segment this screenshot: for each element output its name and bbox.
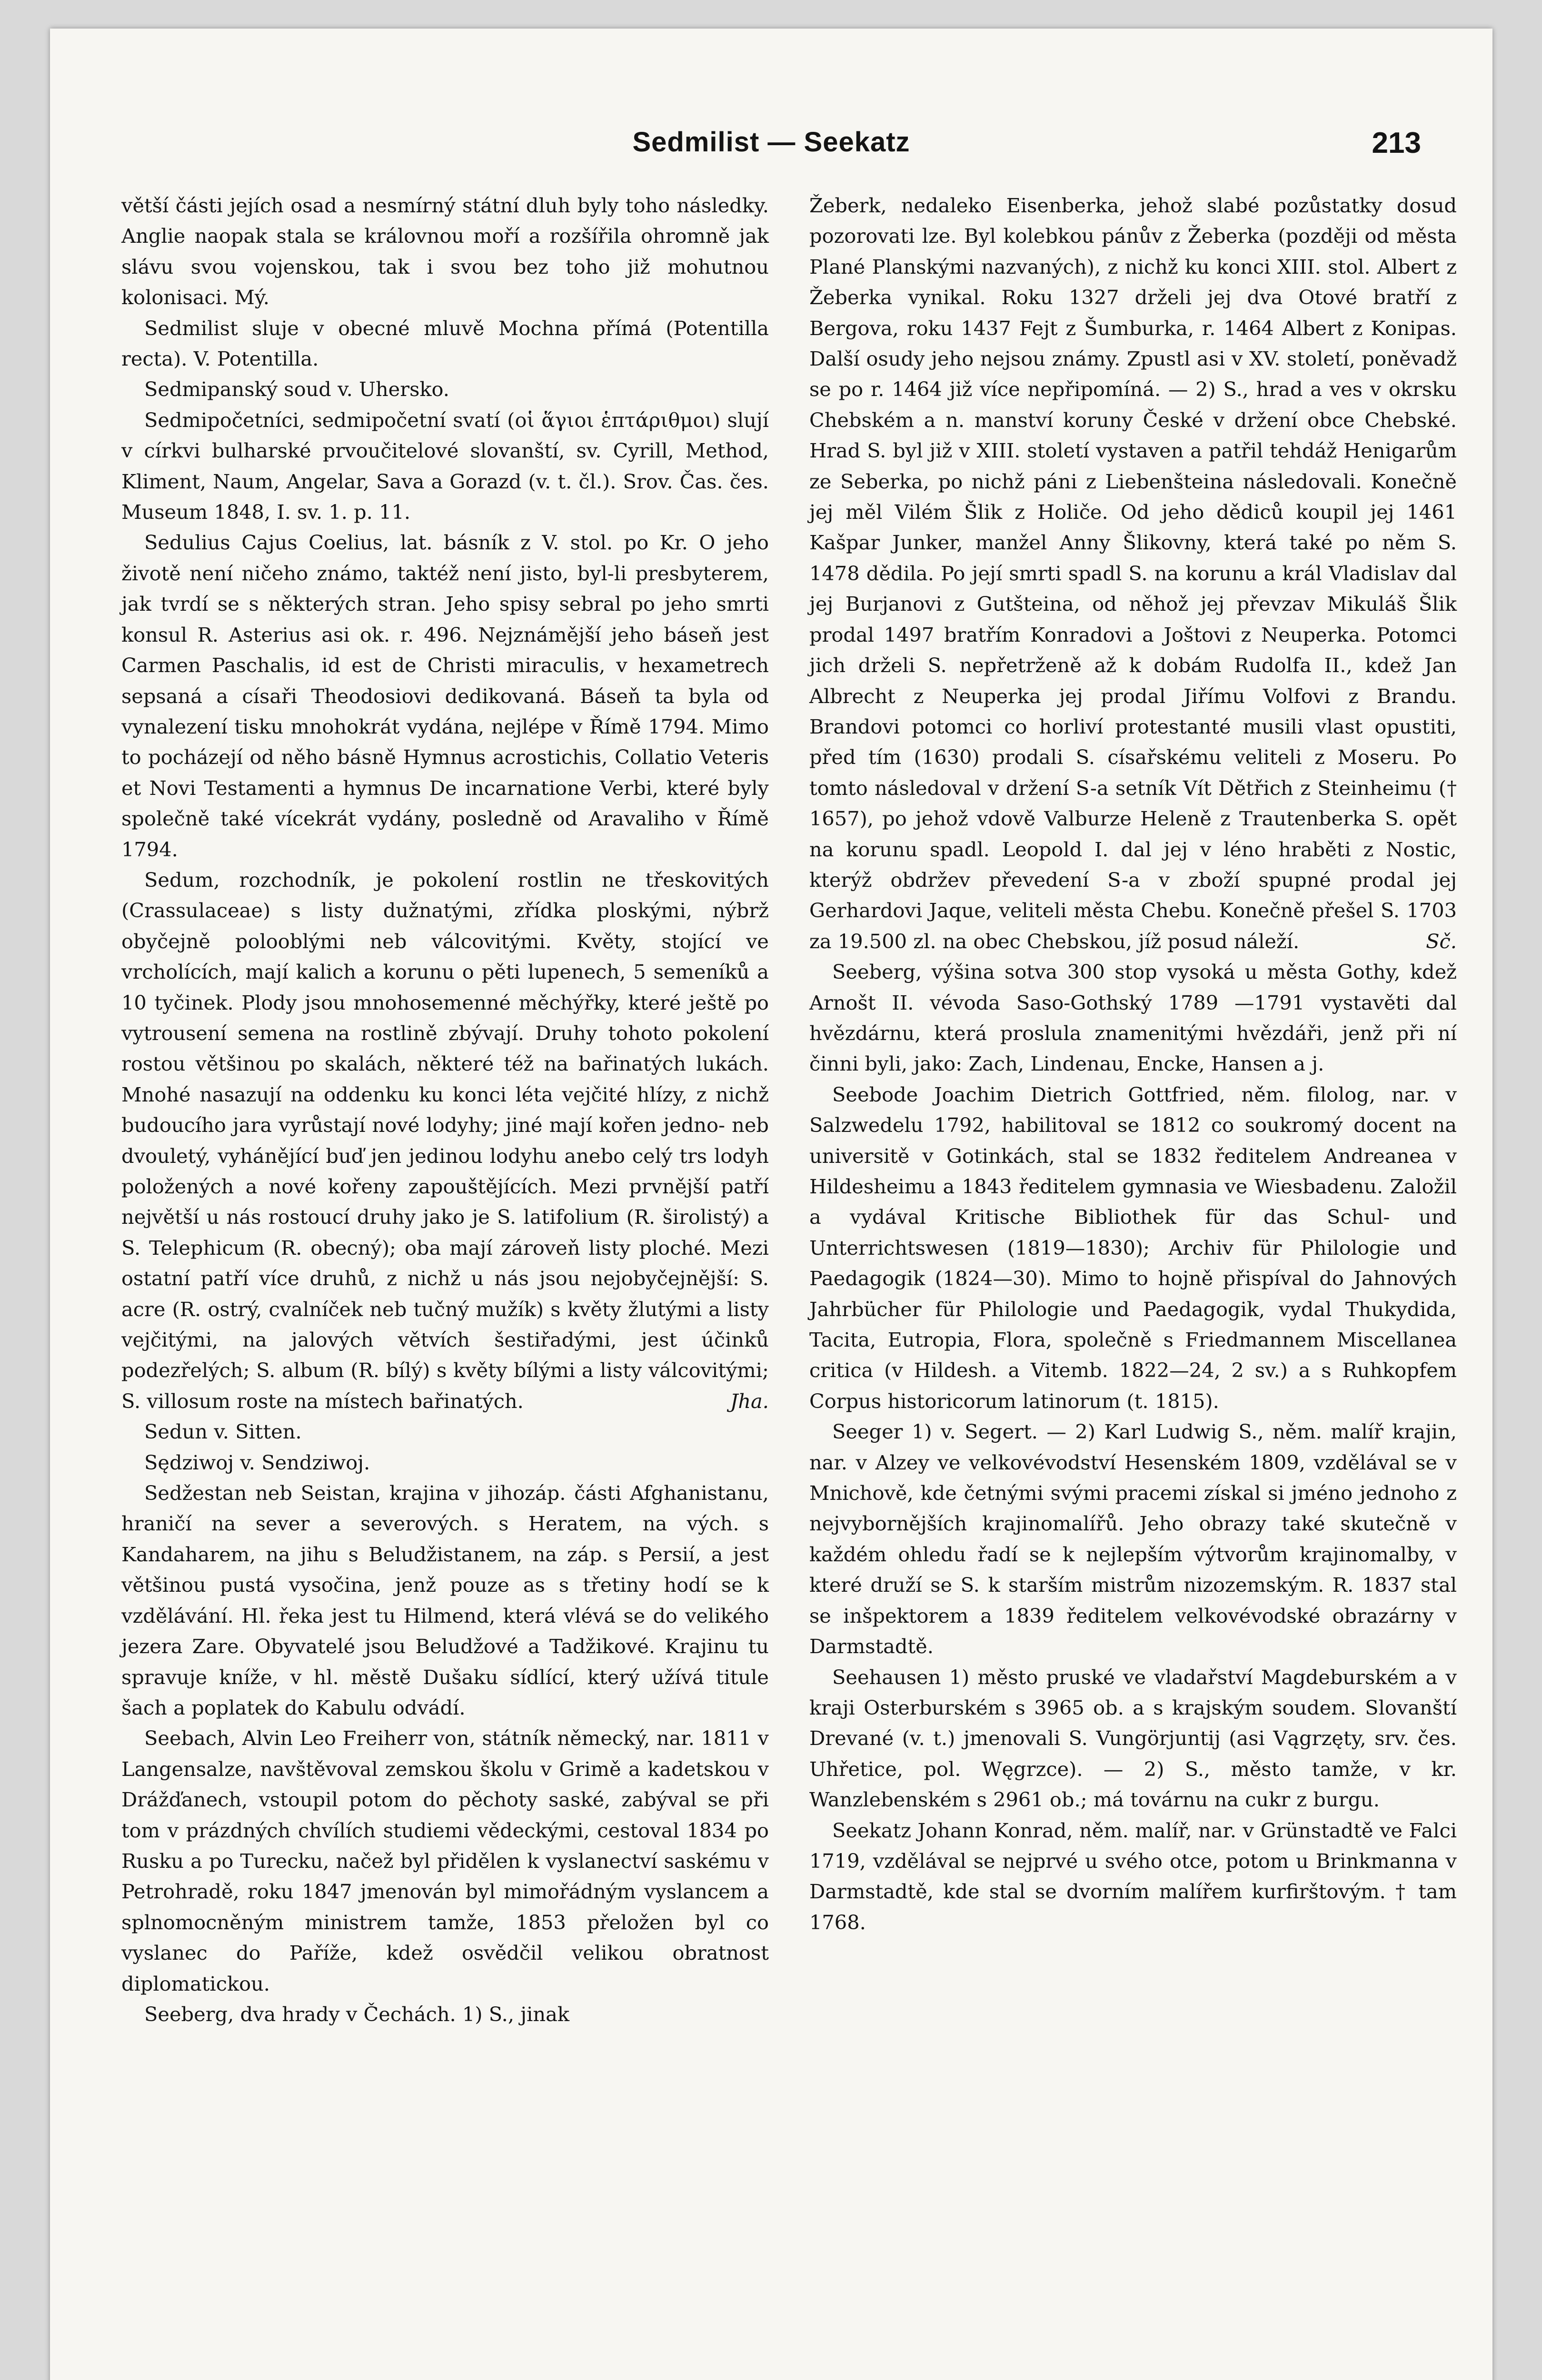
entry-seeger: Seeger 1) v. Segert. — 2) Karl Ludwig S., něm. malíř krajin, nar. v Alzey ve velkovévodství Hesenském 1809, vzdělával se v Mnichově, kde četnými svými pracemi získal si jméno jednoho z nejvybornějších krajinomalířů. Jeho obrazy také skutečně v každém ohledu řadí se k nejlepším výtvorům krajinomalby, v které druží se S. k starším mistrům nizozemským. R. 1837 stal se inšpektorem a 1839 ředitelem velkovévodské obrazárny v Darmstadtě.	[809, 1420, 1457, 1658]
entry-seehausen: Seehausen 1) město pruské ve vladařství Magdeburském a v kraji Osterburském s 3965 ob. a s krajským soudem. Slovanští Drevané (v. t.) jmenovali S. Vungörjuntij (asi Vągrzęty, srv. čes. Uhřetice, pol. Węgrzce). — 2) S., město tamže, v kr. Wanzlebenském s 2961 ob.; má továrnu na cukr z burgu.	[809, 1665, 1457, 1812]
entry-sedziwoj: Sędziwoj v. Sendziwoj.	[144, 1450, 370, 1474]
entry-sedum: Sedum, rozchodník, je pokolení rostlin ne třeskovitých (Crassulaceae) s listy dužnatými, zřídka ploskými, nýbrž obyčejně polooblými neb válcovitými. Květy, stojící ve vrcholících, mají kalich a korunu o pěti lupenech, 5 semeníků a 10 tyčinek. Plody jsou mnohosemenné měchýřky, které ještě po vytrousení semena na rostlině zbývají. Druhy tohoto pokolení rostou většinou po skalách, některé též na bařinatých lukách. Mnohé nasazují na oddenku ku konci léta vejčité hlízy, z nichž budoucího jara vyrůstají nové lodyhy; jiné mají kořen jedno- neb dvouletý, vyhánějící buď jen jedinou lodyhu anebo celý trs lodyh položených a nové kořeny zapouštějících. Mezi prvnější patří největší u nás rostoucí druhy jako je S. latifolium (R. širolistý) a S. Telephicum (R. obecný); oba mají zároveň listy ploché. Mezi ostatní patří více druhů, z nichž u nás jsou nejobyčejnější: S. acre (R. ostrý, cvalníček neb tučný mužík) s květy žlutými a listy vejčitými, na jalových větvích šestiřadými, jest účinků podezřelých; S. album (R. bílý) s květy bílými a listy válcovitými; S. villosum roste na místech bařinatých.	[121, 868, 769, 1413]
entry-seeberg-castles: Seeberg, dva hrady v Čechách. 1) S., jinak	[144, 2002, 569, 2026]
entry-sedmipocetnici: Sedmipočetníci, sedmipočetní svatí (οἱ ἅγιοι ἑπτάριθμοι) slují v církvi bulharské prvoučitelové slovanští, sv. Cyrill, Method, Kliment, Naum, Angelar, Sava a Gorazd (v. t. čl.). Srov. Čas. čes. Museum 1848, I. sv. 1. p. 11.	[121, 408, 769, 524]
entry-seebach: Seebach, Alvin Leo Freiherr von, státník německý, nar. 1811 v Langensalze, navštěvoval zemskou školu v Grimě a kadetskou v Drážďanech, vstoupil potom do pěchoty saské, zabýval se při tom v prázdných chvílích studiemi vědeckými, cestoval 1834 po Rusku a po Turecku, načež byl přidělen k vyslanectví saskému v Petrohradě, roku 1847 jmenován byl mimořádným vyslancem a splnomocněným ministrem tamže, 1853 přeložen byl co vyslanec do Paříže, kdež osvědčil velikou obratnost diplomatickou.	[121, 1726, 769, 1995]
page	[50, 29, 1492, 2380]
entry-sedulius: Sedulius Cajus Coelius, lat. básník z V. stol. po Kr. O jeho životě není ničeho známo, taktéž není jisto, byl-li presbyterem, jak tvrdí se s některých stran. Jeho spisy sebral po jeho smrti konsul R. Asterius asi ok. r. 496. Nejznámější jeho báseň jest Carmen Paschalis, id est de Christi miraculis, v hexametrech sepsaná a císaři Theodosiovi dedikovaná. Báseň ta byla od vynalezení tisku mnohokrát vydána, nejlépe v Římě 1794. Mimo to pocházejí od něho básně Hymnus acrostichis, Collatio Veteris et Novi Testamenti a hymnus De incarnatione Verbi, které byly společně také vícekrát vydány, posledně od Aravaliho v Římě 1794.	[121, 531, 769, 861]
entry-seebode: Seebode Joachim Dietrich Gottfried, něm. filolog, nar. v Salzwedelu 1792, habilitoval se 1812 co soukromý docent na universitě v Gotinkách, stal se 1832 ředitelem Andreanea v Hildesheimu a 1843 ředitelem gymnasia ve Wiesbadenu. Založil a vydával Kritische Bibliothek für das Schul- und Unterrichtswesen (1819—1830); Archiv für Philologie und Paedagogik (1824—30). Mimo to hojně přispíval do Jahnových Jahrbücher für Philologie und Paedagogik, vydal Thukydida, Tacita, Eutropia, Flora, společně s Friedmannem Miscellanea critica (v Hildesh. a Vitemb. 1822—24, 2 sv.) a s Ruhkopfem Corpus historicorum latinorum (t. 1815).	[809, 1082, 1457, 1413]
running-title: Sedmilist — Seekatz	[632, 127, 910, 158]
author-signature: Jha.	[730, 1389, 769, 1413]
author-signature: Sč.	[1426, 929, 1457, 953]
entry-seeberg-hill: Seeberg, výšina sotva 300 stop vysoká u města Gothy, kdež Arnošt II. vévoda Saso-Gothský 1789 —1791 vystavěti dal hvězdárnu, která proslula znamenitými hvězdáři, jenž při ní činni byli, jako: Zach, Lindenau, Encke, Hansen a j.	[809, 960, 1457, 1076]
entry-sedzestan: Sedžestan neb Seistan, krajina v jihozáp. části Afghanistanu, hraničí na sever a severových. s Heratem, na vých. s Kandaharem, na jihu s Beludžistanem, na záp. s Persií, a jest většinou pustá vysočina, jenž pouze as s třetiny hodí se k vzdělávání. Hl. řeka jest tu Hilmend, která vlévá se do velikého jezera Zare. Obyvatelé jsou Beludžové a Tadžikové. Krajinu tu spravuje kníže, v hl. městě Dušaku sídlící, který užívá titule šach a poplatek do Kabulu odvádí.	[121, 1481, 769, 1719]
entry-sedmilist: Sedmilist sluje v obecné mluvě Mochna přímá (Potentilla recta). V. Potentilla.	[121, 316, 769, 371]
entry-zeberk-continuation: Žeberk, nedaleko Eisenberka, jehož slabé pozůstatky dosud pozorovati lze. Byl kolebkou pánův z Žeberka (později od města Plané Planskými nazvaných), z nichž ku konci XIII. stol. Albert z Žeberka vynikal. Roku 1327 drželi jej dva Otové bratří z Bergova, roku 1437 Fejt z Šumburka, r. 1464 Albert z Konipas. Další osudy jeho nejsou známy. Zpustl asi v XV. století, poněvadž se po r. 1464 již více nepřipomíná. — 2) S., hrad a ves v okrsku Chebském a n. manství koruny České v držení obce Chebské. Hrad S. byl již v XIII. století vystaven a patřil tehdáž Henigarům ze Seberka, po nichž páni z Liebenšteina následovali. Konečně jej měl Vilém Šlik z Holiče. Od jeho dědiců koupil jej 1461 Kašpar Junker, manžel Anny Šlikovny, která také po něm S. 1478 dědila. Po její smrti spadl S. na korunu a král Vladislav dal jej Burjanovi z Gutšteina, od něhož jej převzav Mikuláš Šlik prodal 1497 bratřím Konradovi a Joštovi z Neuperka. Potomci jich drželi S. nepřetrženě až k dobám Rudolfa II., kdež Jan Albrecht z Neuperka jej prodal Jiřímu Volfovi z Brandu. Brandovi potomci co horliví protestanté musili vlast opustiti, před tím (1630) prodali S. císařskému veliteli z Moseru. Po tomto následoval v držení S-a setník Vít Dětřich z Steinheimu († 1657), po jehož vdově Valburze Heleně z Trautenberka S. opět na korunu spadl. Leopold I. dal jej v léno hraběti z Nostic, kterýž obdržev převedení S-a v zboží spupné prodal jej Gerhardovi Jaque, veliteli města Chebu. Konečně přešel S. 1703 za 19.500 zl. na obec Chebskou, jíž posud náleží.	[809, 194, 1457, 953]
left-column	[121, 190, 769, 2030]
entry-continuation: větší části jejích osad a nesmírný státní dluh byly toho následky. Anglie naopak stala se královnou moří a rozšířila ohromně jak slávu svou vojenskou, tak i svou bez toho již mohutnou kolonisaci. Mý.	[121, 194, 769, 309]
running-header	[121, 126, 1421, 169]
entry-seekatz: Seekatz Johann Konrad, něm. malíř, nar. v Grünstadtě ve Falci 1719, vzdělával se nejprvé u svého otce, potom u Brinkmanna v Darmstadtě, kde stal se dvorním malířem kurfirštovým. † tam 1768.	[809, 1818, 1457, 1934]
entry-sedmipansky-soud: Sedmipanský soud v. Uhersko.	[144, 377, 449, 401]
page-number: 213	[1372, 127, 1421, 159]
right-column	[809, 190, 1457, 1938]
entry-sedun: Sedun v. Sitten.	[144, 1420, 302, 1444]
